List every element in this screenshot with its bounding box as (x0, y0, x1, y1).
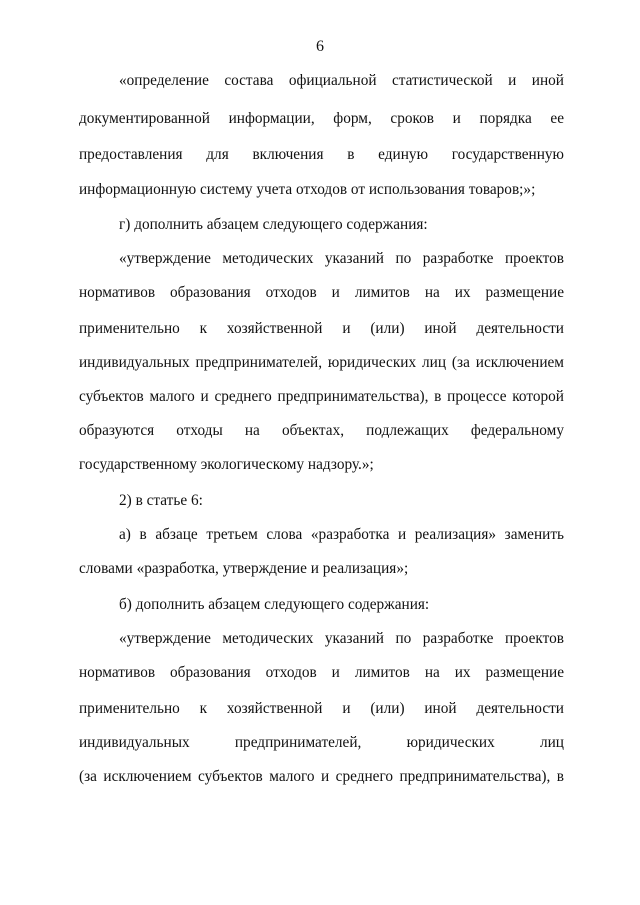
text-line: субъектов малого и среднего предпринимательства), в процессе которой (79, 388, 564, 405)
text-line: применительно к хозяйственной и (или) иной деятельности (79, 700, 564, 717)
text-line: документированной информации, форм, сроков и порядка ее (79, 110, 564, 127)
text-line: нормативов образования отходов и лимитов на их размещение (79, 284, 564, 301)
text-line: нормативов образования отходов и лимитов на их размещение (79, 664, 564, 681)
text-line: индивидуальных предпринимателей, юридических лиц (за исключением (79, 354, 564, 371)
text-line: применительно к хозяйственной и (или) иной деятельности (79, 320, 564, 337)
text-line: словами «разработка, утверждение и реализация»; (79, 560, 409, 577)
text-line: предоставления для включения в единую государственную (79, 146, 564, 163)
text-line: индивидуальных предпринимателей, юридических лиц (79, 734, 564, 751)
text-line: образуются отходы на объектах, подлежащих федеральному (79, 422, 564, 439)
text-line: (за исключением субъектов малого и среднего предпринимательства), в (79, 768, 564, 785)
text-line: б) дополнить абзацем следующего содержания: (119, 596, 430, 613)
text-line: 2) в статье 6: (119, 492, 203, 509)
page-number: 6 (316, 38, 324, 55)
text-line: «утверждение методических указаний по разработке проектов (119, 250, 564, 267)
text-line: а) в абзаце третьем слова «разработка и реализация» заменить (119, 526, 564, 543)
text-line: «определение состава официальной статистической и иной (119, 72, 564, 89)
text-line: государственному экологическому надзору.»; (79, 456, 374, 473)
text-line: «утверждение методических указаний по разработке проектов (119, 630, 564, 647)
text-line: г) дополнить абзацем следующего содержания: (119, 216, 428, 233)
text-line: информационную систему учета отходов от использования товаров;»; (79, 181, 536, 198)
